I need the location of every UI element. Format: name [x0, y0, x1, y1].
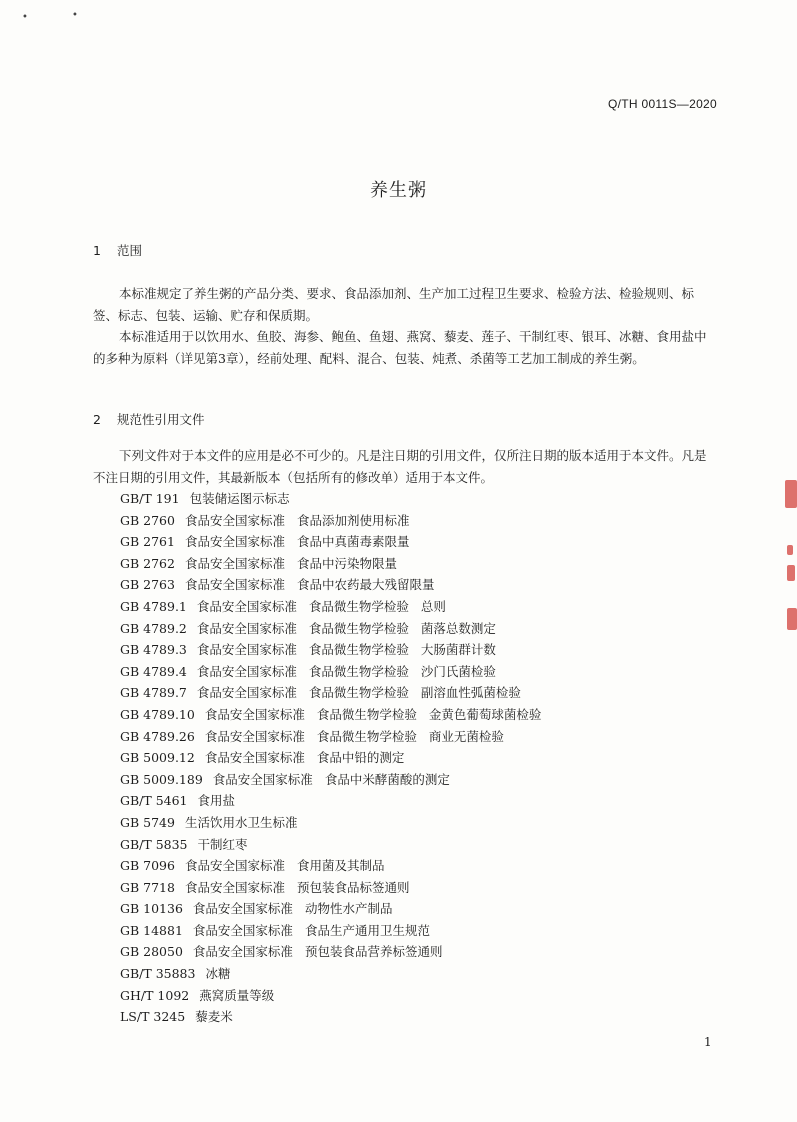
stamp-mark	[787, 565, 795, 581]
reference-code: LS/T 3245	[120, 1009, 186, 1025]
reference-title: 菌落总数测定	[420, 620, 496, 636]
reference-item	[120, 574, 541, 596]
page-title: 养生粥	[370, 180, 427, 201]
reference-title: 食品安全国家标准	[184, 879, 285, 895]
reference-title: 商业无菌检验	[428, 728, 504, 744]
reference-title: 食用菌及其制品	[296, 858, 385, 874]
reference-code: GH/T 1092	[120, 987, 190, 1003]
reference-title: 食品微生物学检验	[308, 598, 409, 614]
reference-title: 食品安全国家标准	[204, 750, 305, 766]
reference-title: 食品微生物学检验	[308, 685, 409, 701]
reference-title: 食品微生物学检验	[308, 620, 409, 636]
reference-title: 食品安全国家标准	[192, 922, 293, 938]
section-2-heading	[93, 410, 205, 428]
reference-title: 藜麦米	[195, 1009, 233, 1025]
reference-item	[120, 985, 541, 1007]
reference-code: GB 7096	[120, 858, 175, 874]
reference-title: 食品安全国家标准	[184, 858, 285, 874]
reference-item	[120, 682, 541, 704]
reference-item	[120, 855, 541, 877]
reference-code: GB 4789.1	[120, 598, 187, 614]
reference-item	[120, 704, 541, 726]
page-number: 1	[704, 1035, 712, 1049]
reference-title: 食品安全国家标准	[192, 901, 293, 917]
section-number: 2	[93, 412, 101, 427]
reference-title: 食品安全国家标准	[212, 771, 313, 787]
reference-item	[120, 941, 541, 963]
reference-item	[120, 877, 541, 899]
reference-title: 食品安全国家标准	[184, 512, 285, 528]
reference-title: 沙门氏菌检验	[420, 663, 496, 679]
reference-code: GB 28050	[120, 944, 183, 960]
reference-item	[120, 898, 541, 920]
paragraph: 本标准规定了养生粥的产品分类、要求、食品添加剂、生产加工过程卫生要求、检验方法、检验规则、标签、标志、包装、运输、贮存和保质期。	[93, 286, 695, 323]
reference-title: 食品微生物学检验	[316, 728, 417, 744]
reference-code: GB 2762	[120, 555, 175, 571]
reference-item	[120, 618, 541, 640]
reference-title: 预包装食品营养标签通则	[304, 944, 443, 960]
reference-item	[120, 661, 541, 683]
reference-title: 食品添加剂使用标准	[296, 512, 410, 528]
reference-title: 总则	[420, 598, 446, 614]
reference-title: 食品安全国家标准	[204, 706, 305, 722]
reference-title: 食品中米酵菌酸的测定	[324, 771, 450, 787]
reference-title: 食品安全国家标准	[196, 598, 297, 614]
reference-item	[120, 531, 541, 553]
paragraph: 本标准适用于以饮用水、鱼胶、海参、鲍鱼、鱼翅、燕窝、藜麦、莲子、干制红枣、银耳、冰糖、食用盐中的多种为原料（详见第3章），经前处理、配料、混合、包装、炖煮、杀菌等工艺加工制成的养生粥。	[93, 329, 707, 366]
reference-title: 食品安全国家标准	[184, 555, 285, 571]
reference-title: 副溶血性弧菌检验	[420, 685, 521, 701]
section-title: 规范性引用文件	[117, 412, 205, 427]
reference-code: GB 4789.7	[120, 685, 187, 701]
reference-code: GB 4789.26	[120, 728, 195, 744]
reference-item	[120, 790, 541, 812]
section-1-body	[93, 283, 718, 369]
reference-title: 食用盐	[197, 793, 236, 809]
reference-title: 食品安全国家标准	[204, 728, 305, 744]
reference-item	[120, 596, 541, 618]
reference-item	[120, 812, 541, 834]
reference-title: 食品中真菌毒素限量	[296, 534, 410, 550]
reference-title: 动物性水产制品	[304, 901, 393, 917]
reference-list	[120, 488, 541, 1028]
reference-code: GB/T 5461	[120, 793, 188, 809]
reference-code: GB 5009.12	[120, 750, 195, 766]
reference-title: 金黄色葡萄球菌检验	[428, 706, 542, 722]
section-number: 1	[93, 243, 101, 258]
section-2-intro	[93, 445, 718, 488]
reference-code: GB 2761	[120, 534, 175, 550]
reference-code: GB 5749	[120, 814, 175, 830]
reference-item	[120, 963, 541, 985]
reference-title: 预包装食品标签通则	[296, 879, 410, 895]
reference-code: GB 5009.189	[120, 771, 203, 787]
reference-title: 大肠菌群计数	[420, 642, 496, 658]
reference-title: 食品微生物学检验	[316, 706, 417, 722]
stamp-mark	[787, 608, 797, 630]
reference-title: 生活饮用水卫生标准	[184, 814, 298, 830]
reference-title: 干制红枣	[197, 836, 248, 852]
reference-title: 食品生产通用卫生规范	[304, 922, 430, 938]
reference-title: 食品安全国家标准	[196, 685, 297, 701]
reference-code: GB 10136	[120, 901, 183, 917]
reference-item	[120, 639, 541, 661]
reference-code: GB 7718	[120, 879, 175, 895]
reference-code: GB 2763	[120, 577, 175, 593]
reference-item	[120, 747, 541, 769]
reference-code: GB/T 191	[120, 491, 180, 506]
reference-code: GB 4789.4	[120, 663, 187, 679]
stamp-mark	[785, 480, 797, 508]
reference-item	[120, 510, 541, 532]
stamp-mark	[787, 545, 793, 555]
scan-speck: •	[22, 12, 28, 23]
reference-item	[120, 1006, 541, 1028]
reference-code: GB 4789.10	[120, 706, 195, 722]
paragraph: 下列文件对于本文件的应用是必不可少的。凡是注日期的引用文件，仅所注日期的版本适用于本文件。凡是不注日期的引用文件，其最新版本（包括所有的修改单）适用于本文件。	[93, 448, 707, 485]
reference-item	[120, 488, 541, 510]
section-1-heading	[93, 241, 142, 259]
reference-title: 食品微生物学检验	[308, 642, 409, 658]
scan-speck: •	[72, 10, 78, 21]
reference-title: 食品安全国家标准	[184, 534, 285, 550]
reference-item	[120, 834, 541, 856]
reference-code: GB 2760	[120, 512, 175, 528]
reference-title: 食品安全国家标准	[184, 577, 285, 593]
reference-item	[120, 769, 541, 791]
reference-code: GB 4789.2	[120, 620, 187, 636]
reference-code: GB 14881	[120, 922, 183, 938]
reference-title: 燕窝质量等级	[199, 987, 275, 1003]
reference-code: GB 4789.3	[120, 642, 187, 658]
reference-item	[120, 726, 541, 748]
reference-title: 食品安全国家标准	[196, 620, 297, 636]
reference-title: 食品安全国家标准	[196, 663, 297, 679]
reference-title: 冰糖	[205, 966, 231, 982]
reference-code: GB/T 35883	[120, 966, 196, 982]
standard-code: Q/TH 0011S—2020	[607, 97, 717, 111]
reference-title: 食品安全国家标准	[196, 642, 297, 658]
section-title: 范围	[117, 243, 143, 258]
reference-title: 食品中农药最大残留限量	[296, 577, 435, 593]
reference-item	[120, 553, 541, 575]
reference-title: 食品微生物学检验	[308, 663, 409, 679]
reference-title: 食品中铅的测定	[316, 750, 405, 766]
reference-code: GB/T 5835	[120, 836, 188, 852]
reference-title: 包装储运图示标志	[189, 491, 290, 506]
reference-title: 食品中污染物限量	[296, 555, 397, 571]
reference-item	[120, 920, 541, 942]
reference-title: 食品安全国家标准	[192, 944, 293, 960]
